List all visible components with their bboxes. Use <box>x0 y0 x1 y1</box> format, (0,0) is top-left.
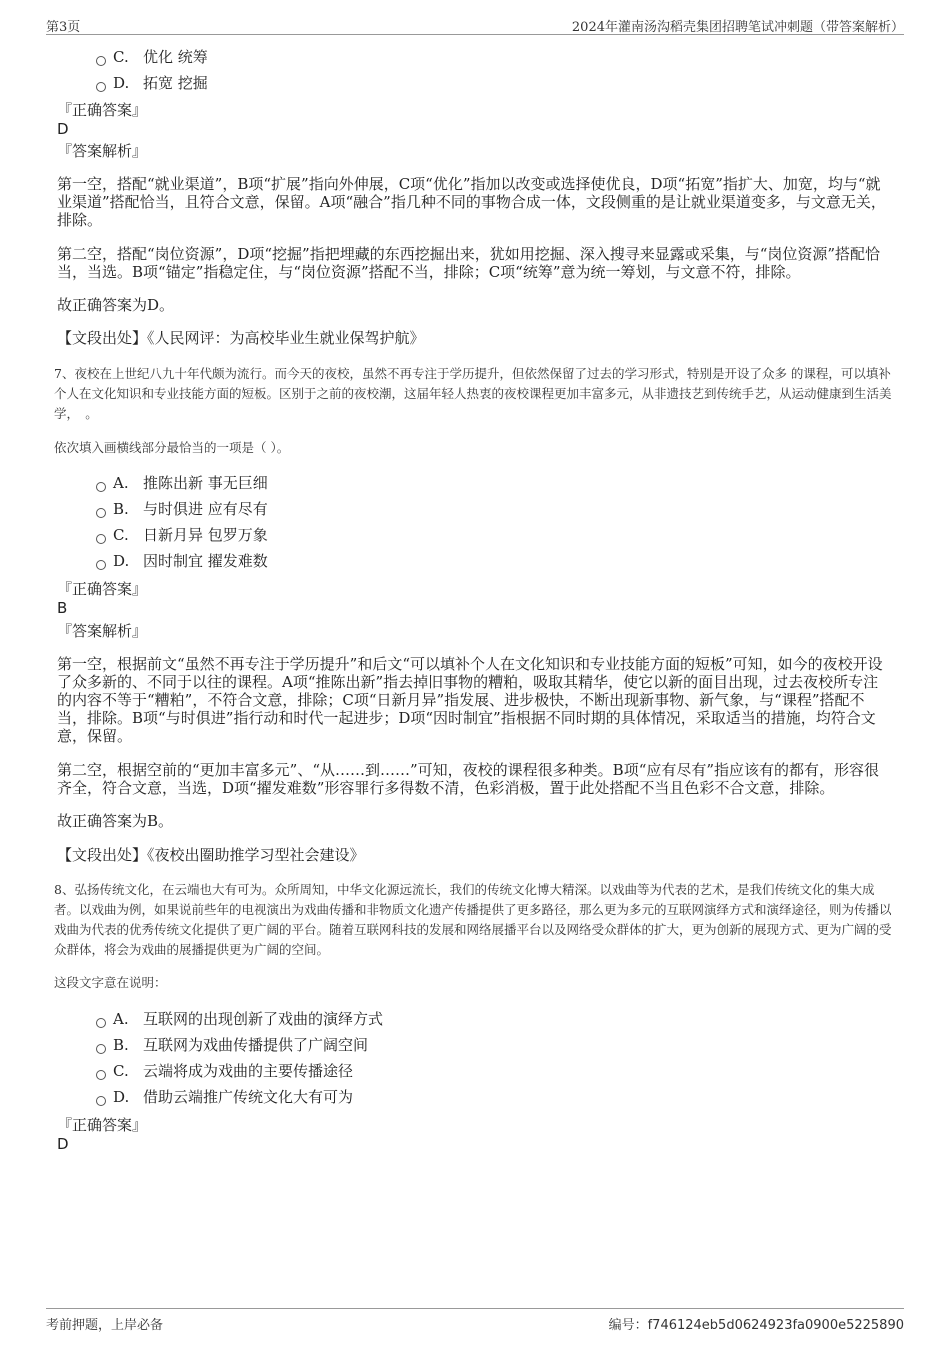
source-citation: 【文段出处】《夜校出圈助推学习型社会建设》 <box>57 846 365 864</box>
radio-icon[interactable] <box>96 560 106 570</box>
answer-value: B <box>57 599 68 617</box>
analysis-paragraph: 第一空，根据前文“虽然不再专注于学历提升”和后文“可以填补个人在文化知识和专业技能方面的短板”可知，如今的夜校开设了众多新的、不同于以往的课程。A项“推陈出新”指去掉旧事物的糟粕，吸取其精华，使它以新的面目出现，过去夜校所专注的内容不等于“糟粕”，不符合文意，排除；C项“日新月异”指发展、进步极快，不断出现新事物、新气象，与“课程”搭配不当，排除。B项“与时俱进”指行动和时代一起进步；D项“因时制宜”指根据不同时期的具体情况，采取适当的措施，均符合文意，保留。 <box>57 655 883 745</box>
option-6d[interactable]: D. 拓宽 挖掘 <box>96 72 208 94</box>
radio-icon[interactable] <box>96 1070 106 1080</box>
radio-icon[interactable] <box>96 56 106 66</box>
analysis-conclusion: 故正确答案为B。 <box>57 812 174 830</box>
option-7c[interactable]: C. 日新月异 包罗万象 <box>96 524 268 546</box>
analysis-conclusion: 故正确答案为D。 <box>57 296 175 314</box>
option-8a[interactable]: A. 互联网的出现创新了戏曲的演绎方式 <box>96 1008 383 1030</box>
analysis-label: 『答案解析』 <box>57 622 148 640</box>
page-footer <box>46 1314 904 1334</box>
page-number: 第3页 <box>46 20 81 35</box>
radio-icon[interactable] <box>96 508 106 518</box>
option-6c[interactable]: C. 优化 统筹 <box>96 46 208 68</box>
analysis-paragraph: 第二空，搭配“岗位资源”，D项“挖掘”指把埋藏的东西挖掘出来，犹如用挖掘、深入搜寻来显露或采集，与“岗位资源”搭配恰当，当选。B项“锚定”指稳定住，与“岗位资源”搭配不当，排除；C项“统筹”意为统一筹划，与文意不符，排除。 <box>57 245 881 281</box>
question-stem: 8、弘扬传统文化，在云端也大有可为。众所周知，中华文化源远流长，我们的传统文化博大精深。以戏曲等为代表的艺术，是我们传统文化的集大成者。以戏曲为例，如果说前些年的电视演出为戏曲传播和非物质文化遗产传播提供了更多路径，那么更为多元的互联网演绎方式和演绎途径，则为传播以戏曲为代表的优秀传统文化提供了更广阔的平台。随着互联网科技的发展和网络展播平台以及网络受众群体的扩大，更为创新的展现方式、更为广阔的受众群体，将会为戏曲的展播提供更为广阔的空间。 <box>54 882 892 957</box>
answer-label: 『正确答案』 <box>57 101 148 119</box>
option-8d[interactable]: D. 借助云端推广传统文化大有可为 <box>96 1086 353 1108</box>
analysis-label: 『答案解析』 <box>57 142 148 160</box>
question-prompt: 依次填入画横线部分最恰当的一项是（ ）。 <box>54 440 290 455</box>
option-7a[interactable]: A. 推陈出新 事无巨细 <box>96 472 268 494</box>
header-divider <box>46 34 904 35</box>
question-stem: 7、夜校在上世纪八九十年代颇为流行。而今天的夜校，虽然不再专注于学历提升，但依然保留了过去的学习形式，特别是开设了众多 的课程，可以填补个人在文化知识和专业技能方面的短板。区别于之前的夜校潮，这届年轻人热衷的夜校课程更加丰富多元，从非遗技艺到传统手艺，从运动健康到生活美学， 。 <box>54 366 892 421</box>
option-8b[interactable]: B. 互联网为戏曲传播提供了广阔空间 <box>96 1034 368 1056</box>
radio-icon[interactable] <box>96 82 106 92</box>
radio-icon[interactable] <box>96 1044 106 1054</box>
answer-label: 『正确答案』 <box>57 580 148 598</box>
radio-icon[interactable] <box>96 534 106 544</box>
analysis-paragraph: 第一空，搭配“就业渠道”，B项“扩展”指向外伸展，C项“优化”指加以改变或选择使优良，D项“拓宽”指扩大、加宽，均与“就业渠道”搭配恰当，且符合文意，保留。A项“融合”指几种不同的事物合成一体，文段侧重的是让就业渠道变多，与文意无关，排除。 <box>57 175 886 229</box>
footer-divider <box>46 1308 904 1309</box>
option-7b[interactable]: B. 与时俱进 应有尽有 <box>96 498 268 520</box>
source-citation: 【文段出处】《人民网评：为高校毕业生就业保驾护航》 <box>57 329 425 347</box>
radio-icon[interactable] <box>96 482 106 492</box>
question-prompt: 这段文字意在说明： <box>54 975 167 990</box>
answer-label: 『正确答案』 <box>57 1116 148 1134</box>
radio-icon[interactable] <box>96 1018 106 1028</box>
analysis-paragraph: 第二空，根据空前的“更加丰富多元”、“从……到……”可知，夜校的课程很多种类。B项“应有尽有”指应该有的都有，形容很齐全，符合文意，当选，D项“擢发难数”形容罪行多得数不清，色彩消极，置于此处搭配不当且色彩不合文意，排除。 <box>57 761 880 797</box>
radio-icon[interactable] <box>96 1096 106 1106</box>
answer-value: D <box>57 120 69 138</box>
option-8c[interactable]: C. 云端将成为戏曲的主要传播途径 <box>96 1060 353 1082</box>
footer-slogan: 考前押题，上岸必备 <box>46 1318 164 1333</box>
option-7d[interactable]: D. 因时制宜 擢发难数 <box>96 550 268 572</box>
document-id: 编号：f746124eb5d0624923fa0900e5225890 <box>608 1318 904 1333</box>
document-title: 2024年灌南汤沟稻壳集团招聘笔试冲刺题（带答案解析） <box>571 20 904 35</box>
page-header <box>46 12 904 34</box>
answer-value: D <box>57 1135 69 1153</box>
